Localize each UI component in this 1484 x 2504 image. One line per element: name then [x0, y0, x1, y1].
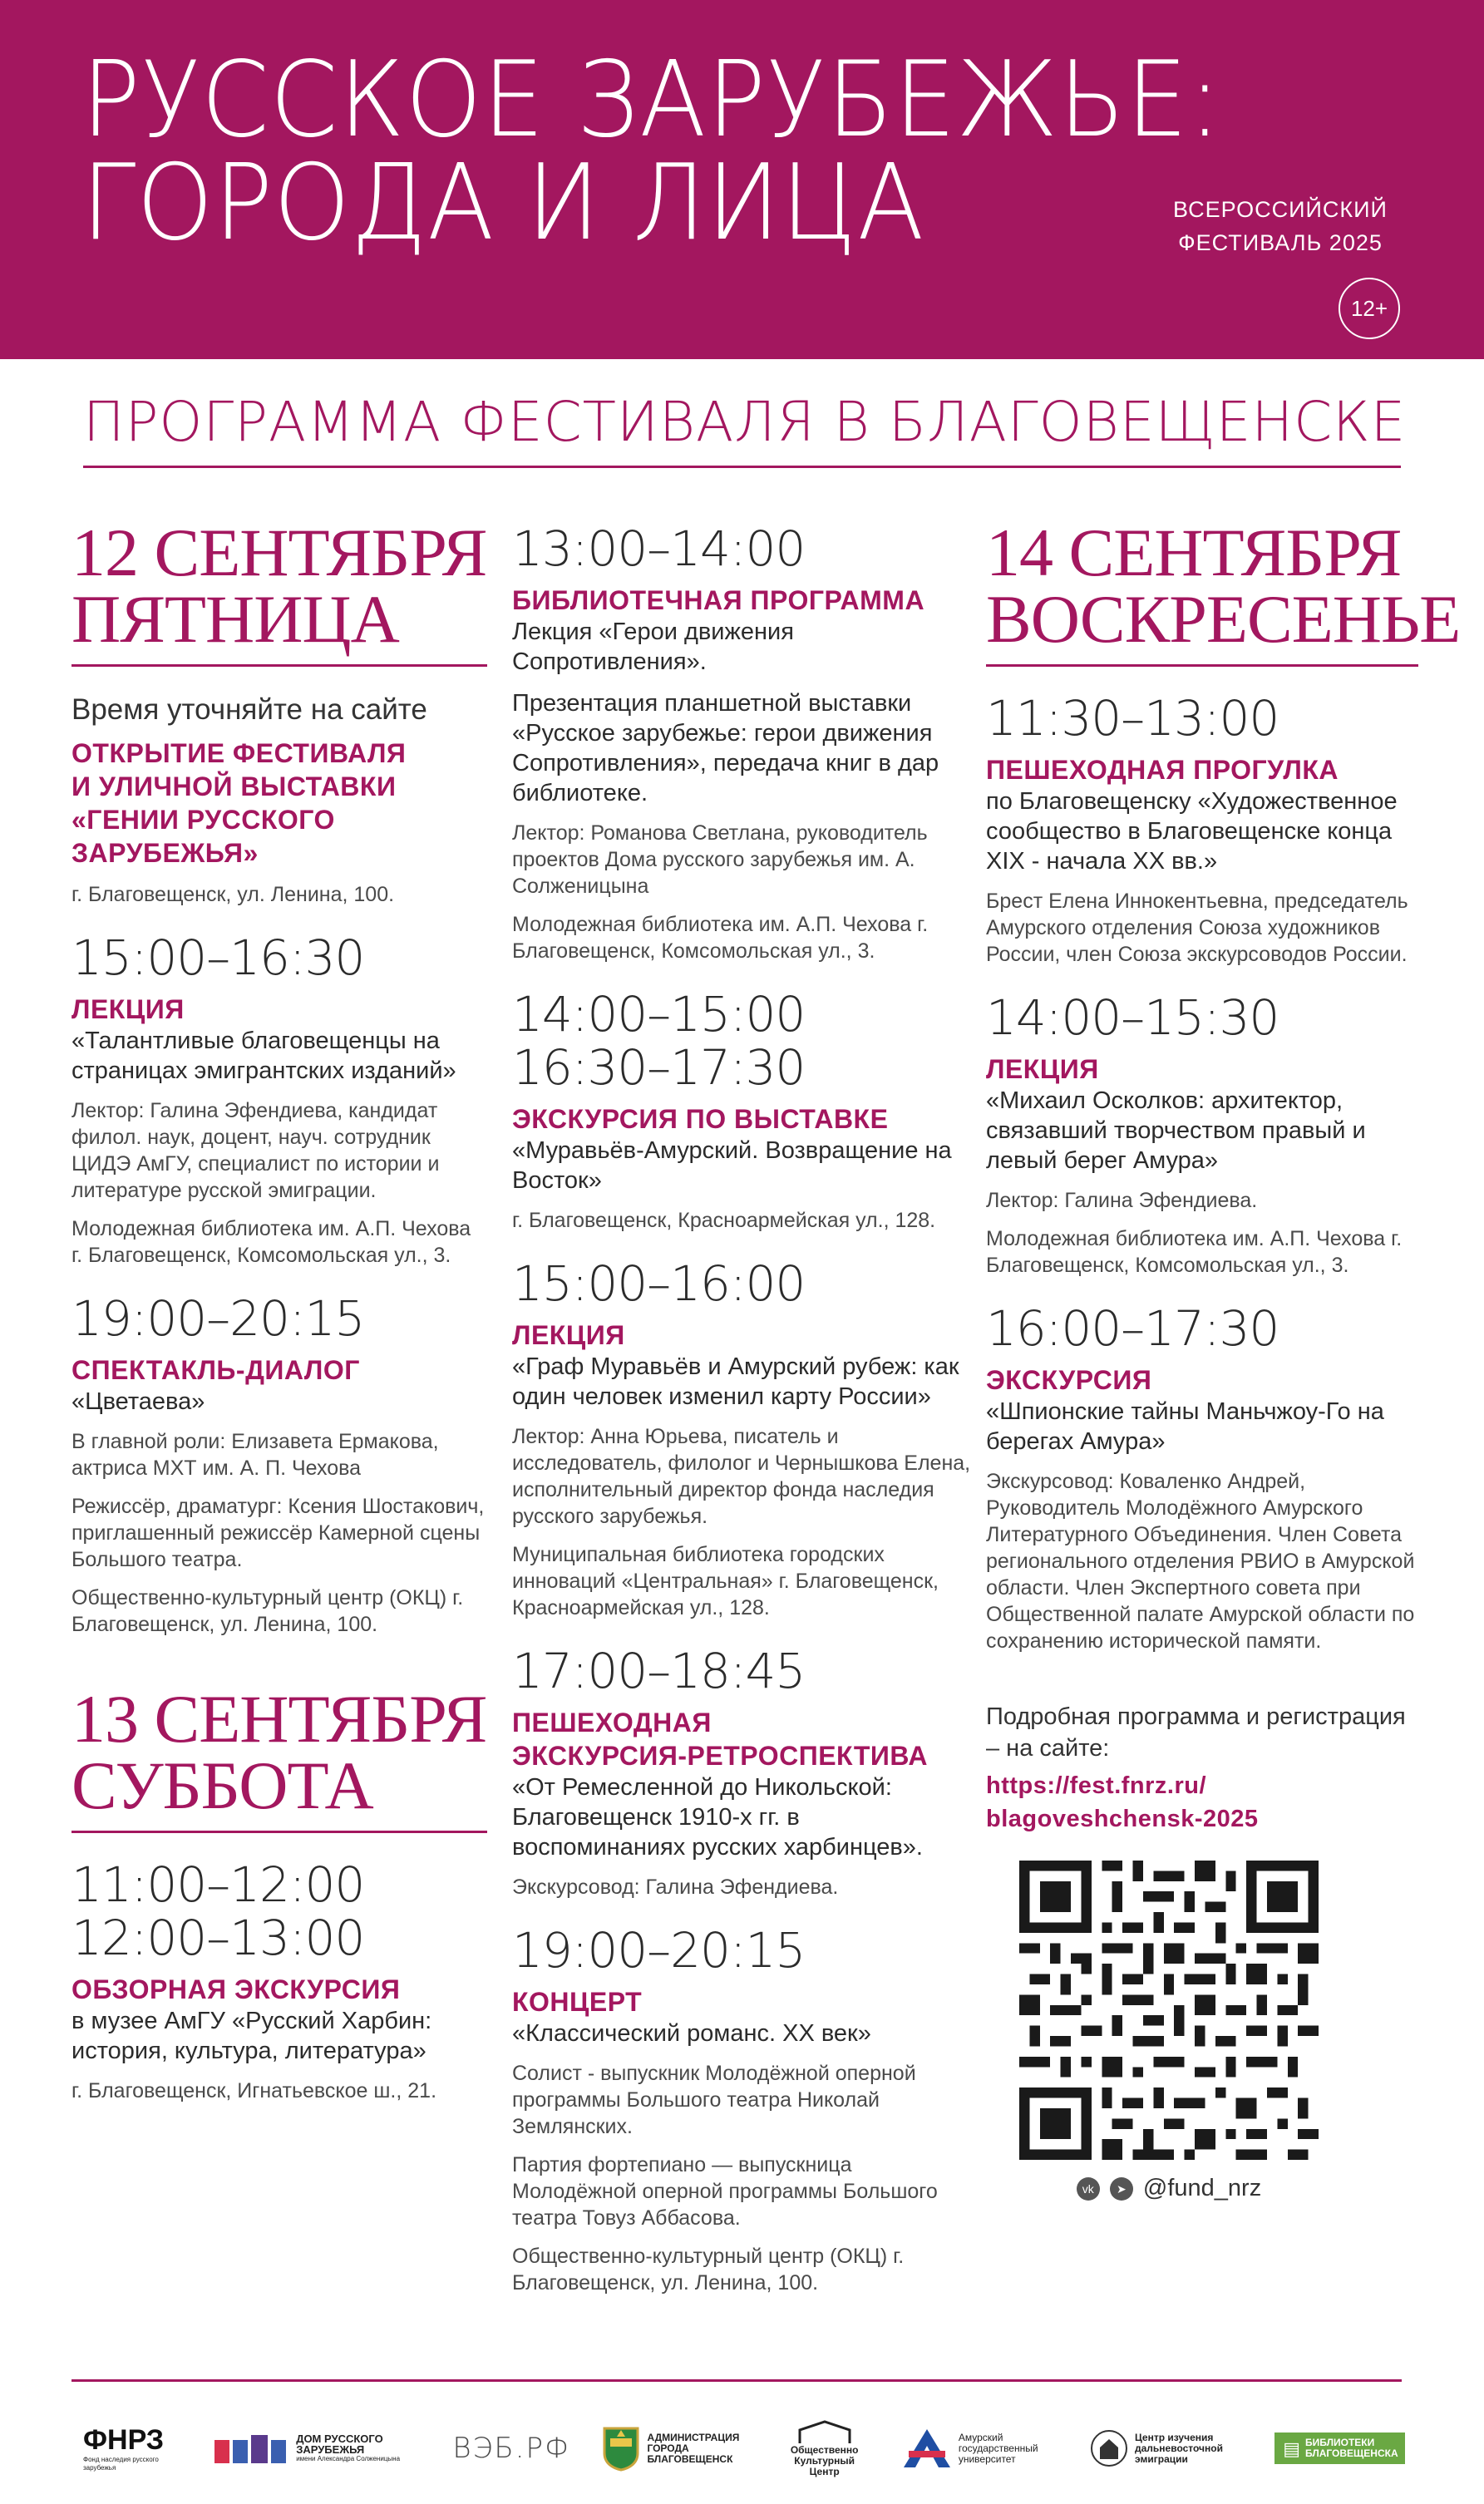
registration-link[interactable]: [986, 1769, 1418, 1836]
emigration-center-icon: [1090, 2429, 1128, 2467]
logo-amgu: [902, 2428, 1058, 2469]
day2-tour-time-1: 11:00–12:00: [71, 1856, 365, 1913]
logo-center-emigration-name: Центр изучения дальневосточной эмиграции: [1135, 2431, 1223, 2465]
day2-walk-guide: Экскурсовод: Галина Эфендиева.: [512, 1876, 839, 1899]
day1-play-type: СПЕКТАКЛЬ-ДИАЛОГ: [71, 1355, 360, 1385]
day2-date: 13 СЕНТЯБРЯ: [71, 1681, 487, 1757]
day3-weekday: ВОСКРЕСЕНЬЕ: [986, 581, 1461, 657]
logo-veb-name: ВЭБ.РФ: [452, 2432, 571, 2465]
day2-lecture-lecturer: Лектор: Анна Юрьева, писатель и исследователь, филолог и Чернышкова Елена, исполнительный директор фонда наследия русского зарубежья.: [512, 1425, 971, 1528]
day1-date: 12 СЕНТЯБРЯ: [71, 515, 487, 590]
day2-library-lecturer: Лектор: Романова Светлана, руководитель проектов Дома русского зарубежья им. А. Солженицына: [512, 821, 928, 898]
day3-tour-time: 16:00–17:30: [986, 1300, 1279, 1357]
logo-veb-rf: [452, 2432, 570, 2465]
day1-weekday: ПЯТНИЦА: [71, 581, 399, 657]
day1-lecture-time: 15:00–16:30: [71, 929, 365, 986]
logo-fnrz-sub: Фонд наследия русского зарубежья: [83, 2456, 159, 2472]
logo-administration: [602, 2425, 747, 2472]
logo-dom-name: ДОМ РУССКОГО ЗАРУБЕЖЬЯ: [296, 2433, 383, 2456]
day2-tour-type: ОБЗОРНАЯ ЭКСКУРСИЯ: [71, 1974, 401, 2004]
day1-play-role: В главной роли: Елизавета Ермакова, актриса МХТ им. А. П. Чехова: [71, 1430, 439, 1480]
day2-walk-type-line: ЭКСКУРСИЯ-РЕТРОСПЕКТИВА: [512, 1741, 929, 1771]
city-crest-icon: [602, 2425, 640, 2472]
logo-libraries-name: БИБЛИОТЕКИ БЛАГОВЕЩЕНСКА: [1305, 2437, 1398, 2459]
day2-concert-place: Общественно-культурный центр (ОКЦ) г. Благовещенск, ул. Ленина, 100.: [512, 2245, 905, 2295]
okc-house-icon: [796, 2420, 854, 2445]
day3-walk-time: 11:30–13:00: [986, 690, 1279, 747]
day2-walk-type: [512, 1706, 978, 1772]
day2-walk-desc: «От Ремесленной до Никольской: Благовещенск 1910-х гг. в воспоминаниях русских харбинцев».: [512, 1774, 923, 1861]
day3-lecture-lecturer: Лектор: Галина Эфендиева.: [986, 1189, 1258, 1212]
day1-play-time: 19:00–20:15: [71, 1290, 365, 1347]
day1-play-desc: «Цветаева»: [71, 1388, 205, 1415]
program-divider: [83, 466, 1401, 468]
logo-okc-name: Общественно Культурный Центр: [790, 2443, 859, 2477]
day3-tour-desc: «Шпионские тайны Маньчжоу-Го на берегах Амура»: [986, 1398, 1384, 1455]
day3-walk-type: ПЕШЕХОДНАЯ ПРОГУЛКА: [986, 755, 1339, 785]
logo-libraries: [1274, 2433, 1405, 2464]
day2-library-time: 13:00–14:00: [512, 520, 806, 577]
day3-tour-guide: Экскурсовод: Коваленко Андрей, Руководитель Молодёжного Амурского Литературного Объединения. Член Совета регионального отделения РВИО в Амурской области. Член Экспертного совета при Общественной палате Амурской области по сохранению исторической памяти.: [986, 1470, 1415, 1653]
subtitle-line-1: ВСЕРОССИЙСКИЙ: [1173, 197, 1388, 222]
telegram-icon[interactable]: ➤: [1110, 2177, 1133, 2201]
day1-play-place: Общественно-культурный центр (ОКЦ) г. Благовещенск, ул. Ленина, 100.: [71, 1586, 464, 1636]
day3-walk-desc: по Благовещенску «Художественное сообщество в Благовещенске конца XIX - начала XX вв.»: [986, 788, 1398, 875]
day3-lecture-type: ЛЕКЦИЯ: [986, 1054, 1099, 1084]
qr-code[interactable]: [1019, 1861, 1319, 2160]
opening-title-line: И УЛИЧНОЙ ВЫСТАВКИ: [71, 771, 397, 801]
registration-info: Подробная программа и регистрация – на сайте:: [986, 1703, 1406, 1762]
partner-logos: [83, 2411, 1405, 2486]
day2-walk-type-line: ПЕШЕХОДНАЯ: [512, 1708, 712, 1738]
day2-concert-piano: Партия фортепиано — выпускница Молодёжной оперной программы Большого театра Товуз Аббасова.: [512, 2153, 938, 2230]
registration-link-line[interactable]: https://fest.fnrz.ru/: [986, 1772, 1207, 1799]
logo-administration-name: АДМИНИСТРАЦИЯ ГОРОДА БЛАГОВЕЩЕНСК: [647, 2431, 740, 2465]
day2-exhibition-time: [512, 988, 978, 1094]
opening-title-line: «ГЕНИИ РУССКОГО: [71, 805, 335, 835]
day2-library-desc2: Презентация планшетной выставки «Русское зарубежье: герои движения Сопротивления», передача книг в дар библиотеке.: [512, 690, 939, 806]
day2-tour-time-2: 12:00–13:00: [71, 1910, 365, 1966]
day2-library-place: Молодежная библиотека им. А.П. Чехова г. Благовещенск, Комсомольская ул., 3.: [512, 913, 929, 963]
day2-tour-time: [71, 1858, 487, 1964]
subtitle-line-2: ФЕСТИВАЛЬ 2025: [1178, 230, 1383, 255]
logo-amgu-name: Амурский государственный университет: [958, 2431, 1038, 2465]
day3-lecture-time: 14:00–15:30: [986, 989, 1279, 1046]
day3-tour-type: ЭКСКУРСИЯ: [986, 1365, 1152, 1395]
day2-weekday: СУББОТА: [71, 1747, 373, 1823]
program-title: ПРОГРАММА ФЕСТИВАЛЯ В БЛАГОВЕЩЕНСКЕ: [83, 390, 1407, 454]
day2-lecture-time: 15:00–16:00: [512, 1255, 806, 1312]
day2-lecture-desc: «Граф Муравьёв и Амурский рубеж: как один человек изменил карту России»: [512, 1353, 959, 1410]
header-banner: [0, 0, 1484, 359]
day2-exhibition-desc: «Муравьёв-Амурский. Возвращение на Восток»: [512, 1137, 952, 1194]
dom-logo-icon: [214, 2432, 289, 2465]
day1-heading: [71, 515, 487, 667]
day1-play-director: Режиссёр, драматург: Ксения Шостакович, приглашенный режиссёр Камерной сцены Большого театра.: [71, 1495, 485, 1571]
registration-link-line[interactable]: blagoveshchensk-2025: [986, 1806, 1259, 1832]
opening-address: г. Благовещенск, ул. Ленина, 100.: [71, 883, 395, 906]
column-day3: [986, 515, 1461, 2202]
day1-lecture-lecturer: Лектор: Галина Эфендиева, кандидат филол. наук, доцент, науч. сотрудник ЦИДЭ АмГУ, специалист по истории и литературе русской эмиграции.: [71, 1099, 440, 1202]
column-day2: [512, 499, 978, 2308]
day2-walk-time: 17:00–18:45: [512, 1643, 806, 1699]
day1-lecture-place: Молодежная библиотека им. А.П. Чехова г. Благовещенск, Комсомольская ул., 3.: [71, 1217, 471, 1267]
logo-fnrz-name: ФНРЗ: [83, 2424, 165, 2456]
day2-heading: [71, 1681, 487, 1833]
day2-tour-desc: в музее АмГУ «Русский Харбин: история, культура, литература»: [71, 2008, 432, 2064]
day3-date: 14 СЕНТЯБРЯ: [986, 515, 1402, 590]
social-handle[interactable]: [986, 2175, 1352, 2202]
footer-divider: [71, 2379, 1402, 2382]
logo-fnrz: [83, 2424, 183, 2472]
opening-title-line: ОТКРЫТИЕ ФЕСТИВАЛЯ: [71, 738, 407, 768]
logo-dom-sub: имени Александра Солженицына: [296, 2455, 401, 2462]
day2-concert-type: КОНЦЕРТ: [512, 1987, 643, 2017]
day2-lecture-place: Муниципальная библиотека городских инноваций «Центральная» г. Благовещенск, Красноармейская ул., 128.: [512, 1543, 939, 1619]
day2-library-desc1: Лекция «Герои движения Сопротивления».: [512, 619, 794, 675]
opening-title-line: ЗАРУБЕЖЬЯ»: [71, 838, 259, 868]
day2-lecture-type: ЛЕКЦИЯ: [512, 1320, 625, 1350]
social-handle-text[interactable]: @fund_nrz: [1142, 2175, 1262, 2201]
logo-center-emigration: [1090, 2429, 1243, 2467]
day3-walk-guide: Брест Елена Иннокентьевна, председатель Амурского отделения Союза художников России, член Союза экскурсоводов России.: [986, 890, 1408, 966]
day2-concert-soloist: Солист - выпускник Молодёжной оперной программы Большого театра Николай Землянских.: [512, 2062, 916, 2138]
day3-heading: [986, 515, 1461, 667]
festival-title: [81, 38, 1222, 264]
day2-exhibition-time-2: 16:30–17:30: [512, 1039, 806, 1096]
festival-subtitle: [1156, 193, 1405, 259]
column-day1: [71, 515, 487, 2116]
title-line-1: РУССКОЕ ЗАРУБЕЖЬЕ:: [81, 38, 1222, 160]
vk-icon[interactable]: vk: [1077, 2177, 1100, 2201]
day2-exhibition-address: г. Благовещенск, Красноармейская ул., 128.: [512, 1209, 936, 1232]
day1-lecture-type: ЛЕКЦИЯ: [71, 994, 185, 1024]
age-rating-badge: 12+: [1339, 278, 1400, 339]
logo-okc: [779, 2420, 870, 2477]
day3-lecture-place: Молодежная библиотека им. А.П. Чехова г. Благовещенск, Комсомольская ул., 3.: [986, 1227, 1403, 1277]
day3-lecture-desc: «Михаил Осколков: архитектор, связавший творчеством правый и левый берег Амура»: [986, 1087, 1366, 1174]
day2-library-type: БИБЛИОТЕЧНАЯ ПРОГРАММА: [512, 585, 925, 615]
day1-lecture-desc: «Талантливые благовещенцы на страницах эмигрантских изданий»: [71, 1028, 456, 1084]
day2-exhibition-type: ЭКСКУРСИЯ ПО ВЫСТАВКЕ: [512, 1104, 889, 1134]
amgu-logo-icon: [902, 2428, 952, 2469]
title-line-2: ГОРОДА И ЛИЦА: [81, 141, 925, 264]
day2-concert-time: 19:00–20:15: [512, 1922, 806, 1979]
day2-concert-desc: «Классический романс. XX век»: [512, 2020, 871, 2047]
day2-tour-address: г. Благовещенск, Игнатьевское ш., 21.: [71, 2079, 437, 2102]
logo-dom-russkogo-zarubezhya: [214, 2432, 421, 2465]
opening-title: [71, 737, 487, 870]
day1-note: Время уточняйте на сайте: [71, 693, 427, 726]
library-book-icon: ▤: [1283, 2437, 1300, 2459]
day2-exhibition-time-1: 14:00–15:00: [512, 986, 806, 1043]
